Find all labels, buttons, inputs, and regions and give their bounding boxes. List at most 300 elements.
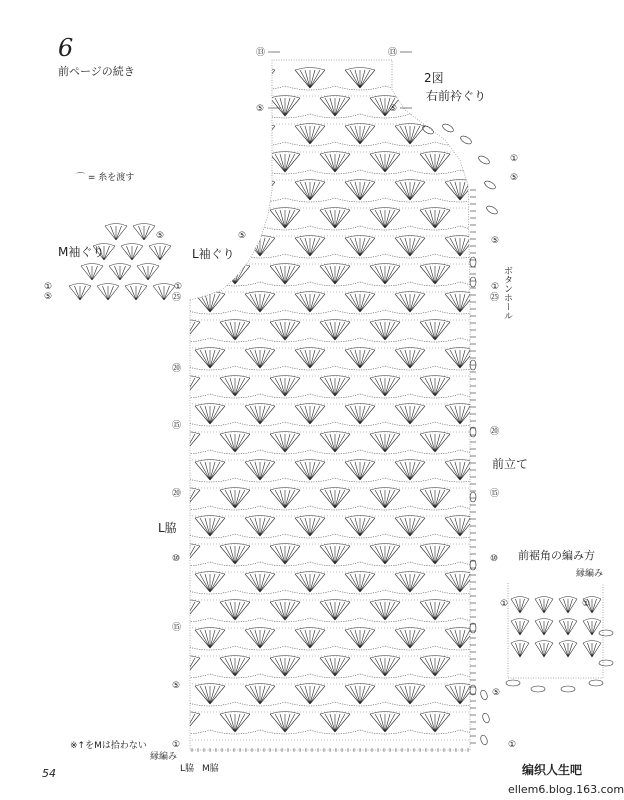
fan-stitches bbox=[195, 350, 225, 368]
fan-stitches bbox=[220, 378, 250, 396]
fan-stitches bbox=[511, 643, 529, 657]
fan-arc bbox=[195, 124, 225, 127]
fan-arc bbox=[559, 597, 577, 600]
fan-arc bbox=[245, 124, 275, 127]
fan-stitches bbox=[511, 621, 529, 635]
fan-stitches bbox=[370, 378, 400, 396]
chain-arc bbox=[460, 226, 510, 230]
fan-stitches bbox=[220, 714, 250, 732]
chain-arc bbox=[460, 338, 510, 342]
buttonhole bbox=[470, 257, 476, 267]
corner-leaf bbox=[479, 689, 488, 700]
fan-arc bbox=[295, 68, 325, 71]
edging-bottom-label: 縁編み bbox=[150, 752, 178, 762]
fan-stitches bbox=[320, 154, 350, 172]
row-marker: ⑮ bbox=[490, 489, 500, 499]
fan-arc bbox=[220, 152, 250, 155]
fan-stitches bbox=[145, 182, 175, 200]
l-sleeve-label: L袖ぐり bbox=[192, 247, 235, 261]
fan-arc bbox=[395, 68, 425, 71]
fan-stitches bbox=[320, 322, 350, 340]
fan-stitches bbox=[320, 546, 350, 564]
l-side-label: L脇 bbox=[158, 521, 177, 535]
fan-stitches bbox=[270, 490, 300, 508]
fan-stitches bbox=[220, 434, 250, 452]
chain-arc bbox=[210, 226, 260, 230]
fan-arc bbox=[170, 152, 200, 155]
fan-stitches bbox=[170, 154, 200, 172]
fan-stitches bbox=[170, 378, 200, 396]
fan-stitches bbox=[370, 322, 400, 340]
fan-arc bbox=[245, 180, 275, 183]
fan-stitches bbox=[345, 182, 375, 200]
figure-label: 2図 bbox=[424, 71, 444, 85]
chain-arc bbox=[135, 702, 185, 706]
fan-arc bbox=[470, 152, 500, 155]
chain-arc bbox=[460, 450, 510, 454]
fan-arc bbox=[470, 656, 500, 659]
fan-stitches bbox=[320, 266, 350, 284]
fan-stitches bbox=[69, 286, 91, 300]
fan-stitches bbox=[395, 630, 425, 648]
fan-stitches bbox=[370, 210, 400, 228]
fan-stitches bbox=[170, 658, 200, 676]
fan-arc bbox=[153, 284, 175, 287]
fan-stitches bbox=[345, 518, 375, 536]
m-sleeve-label: M袖ぐり bbox=[58, 245, 105, 259]
fan-stitches bbox=[220, 602, 250, 620]
chain-arc bbox=[435, 142, 485, 146]
fan-arc bbox=[145, 516, 175, 519]
fan-stitches bbox=[420, 266, 450, 284]
chain-arc bbox=[210, 114, 260, 118]
fan-arc bbox=[195, 180, 225, 183]
fan-stitches bbox=[395, 294, 425, 312]
chain-arc bbox=[160, 394, 210, 398]
edging-leaf bbox=[477, 154, 490, 165]
fan-arc bbox=[535, 597, 553, 600]
fan-arc bbox=[149, 244, 171, 247]
fan-stitches bbox=[395, 686, 425, 704]
fan-stitches bbox=[137, 266, 159, 280]
row-marker: ⑳ bbox=[172, 364, 182, 374]
fan-stitches bbox=[420, 154, 450, 172]
fan-stitches bbox=[145, 574, 175, 592]
fan-stitches bbox=[295, 630, 325, 648]
chain-arc bbox=[235, 198, 285, 202]
fan-stitches bbox=[345, 406, 375, 424]
fan-stitches bbox=[270, 434, 300, 452]
fan-arc bbox=[245, 68, 275, 71]
row-marker: ⑤ bbox=[510, 173, 519, 183]
fan-stitches bbox=[270, 210, 300, 228]
fan-stitches bbox=[270, 602, 300, 620]
fan-stitches bbox=[170, 210, 200, 228]
fan-stitches bbox=[535, 643, 553, 657]
fan-stitches bbox=[270, 714, 300, 732]
fan-stitches bbox=[295, 70, 325, 88]
chain-arc bbox=[160, 618, 210, 622]
fan-stitches bbox=[195, 70, 225, 88]
fan-stitches bbox=[345, 350, 375, 368]
fan-stitches bbox=[220, 322, 250, 340]
chain-arc bbox=[210, 170, 260, 174]
row-marker: ① bbox=[508, 740, 517, 750]
fan-stitches bbox=[270, 266, 300, 284]
watermark: 编织人生吧 bbox=[522, 763, 583, 777]
chain-arc bbox=[460, 618, 510, 622]
edging-leaf bbox=[483, 179, 496, 190]
fan-stitches bbox=[245, 630, 275, 648]
fan-stitches bbox=[245, 182, 275, 200]
buttonhole bbox=[470, 560, 476, 570]
fan-arc bbox=[195, 68, 225, 71]
chain-arc bbox=[135, 590, 185, 594]
fan-stitches bbox=[320, 210, 350, 228]
fan-stitches bbox=[170, 98, 200, 116]
row-marker: ① bbox=[582, 599, 591, 609]
fan-stitches bbox=[370, 154, 400, 172]
hem-edging-leaf bbox=[599, 630, 613, 636]
chain-arc bbox=[135, 478, 185, 482]
fan-stitches bbox=[445, 126, 475, 144]
fan-arc bbox=[145, 348, 175, 351]
chain-arc bbox=[235, 142, 285, 146]
fan-stitches bbox=[295, 518, 325, 536]
fan-stitches bbox=[220, 98, 250, 116]
fan-arc bbox=[81, 264, 103, 267]
fan-stitches bbox=[195, 462, 225, 480]
row-marker: ⑳ bbox=[172, 489, 182, 499]
fan-stitches bbox=[395, 238, 425, 256]
page-title-number: 6 bbox=[58, 34, 74, 62]
pattern-grid bbox=[135, 68, 510, 741]
chain-arc bbox=[160, 226, 210, 230]
fan-stitches bbox=[511, 599, 529, 613]
fan-stitches bbox=[295, 238, 325, 256]
corner-leaf bbox=[479, 734, 488, 745]
fan-stitches bbox=[345, 630, 375, 648]
buttonhole-label: ボタンホール bbox=[502, 266, 512, 320]
fan-arc bbox=[511, 619, 529, 622]
fan-stitches bbox=[195, 518, 225, 536]
fan-stitches bbox=[395, 518, 425, 536]
chain-arc bbox=[460, 730, 510, 734]
fan-stitches bbox=[345, 70, 375, 88]
fan-arc bbox=[145, 628, 175, 631]
fan-arc bbox=[470, 712, 500, 715]
fan-arc bbox=[559, 619, 577, 622]
fan-stitches bbox=[295, 182, 325, 200]
row-marker: ⑮ bbox=[172, 623, 182, 633]
fan-arc bbox=[470, 544, 500, 547]
fan-arc bbox=[445, 68, 475, 71]
fan-arc bbox=[145, 460, 175, 463]
page-number: 54 bbox=[42, 767, 56, 780]
fan-arc bbox=[133, 224, 155, 227]
fan-stitches bbox=[345, 126, 375, 144]
fan-stitches bbox=[270, 322, 300, 340]
fan-stitches bbox=[245, 238, 275, 256]
fan-stitches bbox=[535, 599, 553, 613]
hem-corner-title: 前裾角の編み方 bbox=[518, 549, 595, 562]
fan-stitches bbox=[559, 599, 577, 613]
fan-stitches bbox=[149, 246, 171, 260]
fan-stitches bbox=[370, 266, 400, 284]
edging-leaf bbox=[485, 204, 498, 215]
fan-stitches bbox=[270, 154, 300, 172]
fan-arc bbox=[69, 284, 91, 287]
continuation-note: 前ページの続き bbox=[58, 65, 135, 78]
row-marker: ① bbox=[510, 154, 519, 164]
fan-stitches bbox=[420, 714, 450, 732]
row-marker: ⑤ bbox=[491, 236, 500, 246]
chain-arc bbox=[460, 562, 510, 566]
fan-stitches bbox=[81, 266, 103, 280]
chain-arc bbox=[135, 86, 185, 90]
fan-stitches bbox=[145, 630, 175, 648]
fan-stitches bbox=[170, 434, 200, 452]
row-marker: ① bbox=[174, 282, 183, 292]
fan-arc bbox=[535, 641, 553, 644]
fan-arc bbox=[145, 180, 175, 183]
hem-edging-leaf bbox=[506, 680, 520, 686]
fan-stitches bbox=[535, 621, 553, 635]
fan-stitches bbox=[195, 126, 225, 144]
fan-arc bbox=[170, 264, 200, 267]
fan-stitches bbox=[295, 686, 325, 704]
fan-arc bbox=[145, 404, 175, 407]
fan-stitches bbox=[295, 350, 325, 368]
row-marker: ⑬ bbox=[256, 48, 266, 58]
fan-arc bbox=[220, 96, 250, 99]
fan-stitches bbox=[195, 686, 225, 704]
front-band-label: 前立て bbox=[492, 457, 529, 471]
buttonhole bbox=[470, 623, 476, 633]
fan-arc bbox=[121, 244, 143, 247]
fan-stitches bbox=[420, 322, 450, 340]
fan-stitches bbox=[395, 70, 425, 88]
buttonhole bbox=[470, 685, 476, 695]
hem-edging-leaf bbox=[589, 680, 603, 686]
chain-arc bbox=[160, 114, 210, 118]
fan-stitches bbox=[245, 574, 275, 592]
fan-stitches bbox=[125, 286, 147, 300]
fan-arc bbox=[109, 264, 131, 267]
row-marker: ① bbox=[44, 282, 53, 292]
row-marker: ⑮ bbox=[172, 421, 182, 431]
fan-stitches bbox=[195, 294, 225, 312]
fan-arc bbox=[220, 208, 250, 211]
fan-arc bbox=[195, 236, 225, 239]
chain-arc bbox=[160, 730, 210, 734]
buttonhole bbox=[470, 277, 476, 287]
fan-stitches bbox=[195, 182, 225, 200]
fan-stitches bbox=[109, 266, 131, 280]
fan-arc bbox=[470, 376, 500, 379]
chain-arc bbox=[160, 562, 210, 566]
fan-stitches bbox=[370, 602, 400, 620]
fan-stitches bbox=[195, 574, 225, 592]
chain-arc bbox=[460, 394, 510, 398]
fan-stitches bbox=[320, 602, 350, 620]
corner-leaf bbox=[481, 712, 490, 723]
hem-edging-leaf bbox=[561, 686, 575, 692]
fan-stitches bbox=[320, 378, 350, 396]
fan-arc bbox=[145, 124, 175, 127]
fan-stitches bbox=[395, 406, 425, 424]
chain-arc bbox=[160, 338, 210, 342]
chain-arc bbox=[185, 142, 235, 146]
row-marker: ㉕ bbox=[172, 293, 182, 303]
row-marker: ⑳ bbox=[490, 427, 500, 437]
fan-stitches bbox=[445, 70, 475, 88]
fan-stitches bbox=[470, 154, 500, 172]
fan-stitches bbox=[295, 126, 325, 144]
edging-right-label: 縁編み bbox=[576, 569, 604, 579]
chain-arc bbox=[235, 86, 285, 90]
fan-stitches bbox=[395, 350, 425, 368]
fan-stitches bbox=[295, 406, 325, 424]
fan-arc bbox=[470, 600, 500, 603]
fan-stitches bbox=[220, 658, 250, 676]
fan-stitches bbox=[395, 574, 425, 592]
edging-leaf bbox=[459, 134, 472, 145]
chain-arc bbox=[135, 310, 185, 314]
row-marker: ⑩ bbox=[172, 554, 181, 564]
fan-stitches bbox=[245, 70, 275, 88]
fan-stitches bbox=[295, 574, 325, 592]
buttonhole bbox=[470, 427, 476, 437]
fan-stitches bbox=[395, 462, 425, 480]
fan-stitches bbox=[345, 238, 375, 256]
chain-arc bbox=[135, 198, 185, 202]
thread-note: ⌒ = 糸を渡す bbox=[76, 173, 135, 183]
l-side-bottom-label: L脇 bbox=[180, 764, 195, 774]
row-marker: ① bbox=[500, 599, 509, 609]
chain-arc bbox=[160, 506, 210, 510]
fan-stitches bbox=[145, 70, 175, 88]
fan-stitches bbox=[105, 226, 127, 240]
fan-stitches bbox=[320, 490, 350, 508]
fan-stitches bbox=[320, 98, 350, 116]
fan-stitches bbox=[220, 154, 250, 172]
fan-arc bbox=[170, 208, 200, 211]
row-marker: ㉕ bbox=[490, 293, 500, 303]
edging-leaf bbox=[421, 124, 434, 135]
fan-stitches bbox=[145, 126, 175, 144]
fan-stitches bbox=[195, 630, 225, 648]
fan-arc bbox=[97, 284, 119, 287]
fan-stitches bbox=[295, 294, 325, 312]
fan-arc bbox=[583, 641, 601, 644]
fan-stitches bbox=[170, 714, 200, 732]
chain-arc bbox=[410, 114, 460, 118]
fan-stitches bbox=[420, 490, 450, 508]
hem-edging-leaf bbox=[531, 686, 545, 692]
fan-stitches bbox=[145, 294, 175, 312]
fan-arc bbox=[470, 320, 500, 323]
chain-arc bbox=[160, 170, 210, 174]
fan-stitches bbox=[395, 182, 425, 200]
fan-arc bbox=[220, 264, 250, 267]
fan-stitches bbox=[145, 686, 175, 704]
fan-stitches bbox=[295, 462, 325, 480]
m-side-bottom-label: M脇 bbox=[202, 764, 219, 774]
fan-arc bbox=[470, 264, 500, 267]
fan-stitches bbox=[145, 350, 175, 368]
fan-stitches bbox=[420, 546, 450, 564]
fan-stitches bbox=[395, 126, 425, 144]
row-marker: ⑬ bbox=[388, 48, 398, 58]
fan-arc bbox=[535, 619, 553, 622]
footnote: ※↑をMは拾わない bbox=[70, 741, 147, 751]
fan-stitches bbox=[220, 490, 250, 508]
edging-leaf bbox=[441, 122, 454, 133]
fan-stitches bbox=[270, 546, 300, 564]
fan-arc bbox=[345, 68, 375, 71]
fan-stitches bbox=[320, 434, 350, 452]
chain-arc bbox=[160, 674, 210, 678]
fan-arc bbox=[583, 619, 601, 622]
fan-stitches bbox=[345, 294, 375, 312]
fan-stitches bbox=[345, 686, 375, 704]
fan-stitches bbox=[345, 574, 375, 592]
row-marker: ⑤ bbox=[238, 231, 247, 241]
row-marker: ① bbox=[172, 740, 181, 750]
fan-stitches bbox=[270, 378, 300, 396]
fan-stitches bbox=[420, 602, 450, 620]
fan-arc bbox=[195, 292, 225, 295]
fan-stitches bbox=[170, 602, 200, 620]
fan-arc bbox=[145, 684, 175, 687]
fan-stitches bbox=[245, 406, 275, 424]
row-marker: ⑤ bbox=[389, 104, 398, 114]
chain-arc bbox=[160, 450, 210, 454]
chain-arc bbox=[135, 646, 185, 650]
fan-stitches bbox=[245, 518, 275, 536]
fan-stitches bbox=[97, 286, 119, 300]
chain-arc bbox=[185, 198, 235, 202]
row-marker: ⑤ bbox=[172, 681, 181, 691]
chain-arc bbox=[460, 114, 510, 118]
fan-arc bbox=[145, 572, 175, 575]
row-marker: ⑤ bbox=[156, 231, 165, 241]
fan-stitches bbox=[145, 462, 175, 480]
fan-stitches bbox=[583, 643, 601, 657]
right-front-collar-label: 右前衿ぐり bbox=[426, 89, 487, 103]
fan-stitches bbox=[133, 226, 155, 240]
fan-stitches bbox=[270, 98, 300, 116]
fan-stitches bbox=[220, 546, 250, 564]
fan-stitches bbox=[420, 210, 450, 228]
buttonhole bbox=[470, 492, 476, 502]
chain-arc bbox=[460, 170, 510, 174]
row-marker: ⑤ bbox=[256, 104, 265, 114]
hem-edging-leaf bbox=[599, 660, 613, 666]
fan-stitches bbox=[270, 658, 300, 676]
fan-arc bbox=[511, 597, 529, 600]
fan-stitches bbox=[370, 490, 400, 508]
fan-arc bbox=[145, 68, 175, 71]
fan-arc bbox=[137, 264, 159, 267]
row-marker: ⑤ bbox=[44, 292, 53, 302]
fan-stitches bbox=[245, 350, 275, 368]
fan-stitches bbox=[420, 434, 450, 452]
fan-stitches bbox=[420, 658, 450, 676]
fan-arc bbox=[170, 96, 200, 99]
fan-stitches bbox=[370, 658, 400, 676]
